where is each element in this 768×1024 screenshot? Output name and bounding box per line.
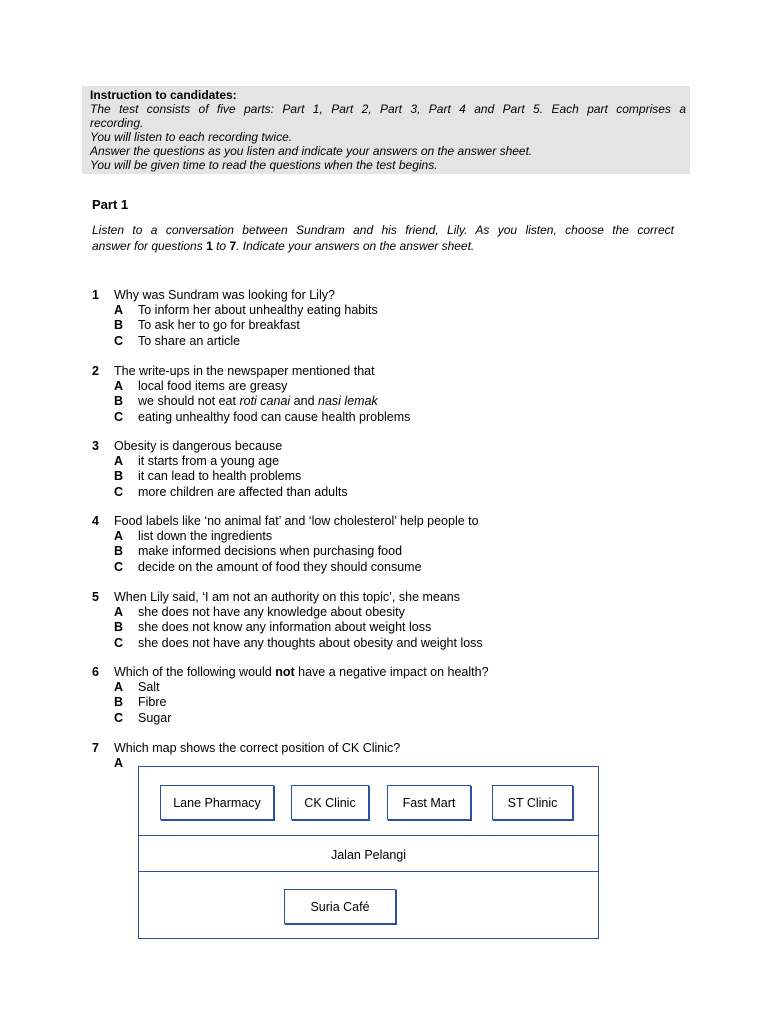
- instructions-line: The test consists of five parts: Part 1, Part 2, Part 3, Part 4 and Part 5. Each part comprises a: [90, 102, 686, 116]
- option-text: she does not know any information about weight loss: [138, 620, 432, 635]
- intro-text: answer for questions: [92, 239, 207, 253]
- question-5: [92, 590, 692, 651]
- option-b: [114, 469, 692, 484]
- intro-text: . Indicate your answers on the answer sheet.: [236, 239, 475, 253]
- stem-text: Which of the following would: [114, 665, 276, 679]
- instructions-line: Answer the questions as you listen and indicate your answers on the answer sheet.: [90, 144, 533, 158]
- question-stem: The write-ups in the newspaper mentioned that: [114, 364, 375, 378]
- question-stem: Why was Sundram was looking for Lily?: [114, 288, 335, 302]
- question-stem: When Lily said, ‘I am not an authority on this topic’, she means: [114, 590, 461, 604]
- option-letter: B: [114, 394, 124, 409]
- option-text: To share an article: [138, 333, 241, 348]
- option-letter: C: [114, 559, 124, 574]
- option-text: she does not have any thoughts about obesity and weight loss: [138, 635, 483, 650]
- option-letter: A: [114, 680, 124, 695]
- question-stem: Food labels like ‘no animal fat’ and ‘low cholesterol’ help people to: [114, 514, 479, 528]
- question-4: [92, 514, 692, 575]
- option-letter: B: [114, 620, 124, 635]
- option-c: [114, 711, 692, 726]
- option-text: make informed decisions when purchasing food: [138, 544, 403, 559]
- question-stem: Obesity is dangerous because: [114, 439, 283, 453]
- instructions-heading: Instruction to candidates:: [90, 88, 237, 102]
- option-a: [114, 454, 692, 469]
- part-intro-line: [92, 239, 474, 253]
- map-option-a: [138, 766, 599, 939]
- question-number: 3: [92, 439, 99, 453]
- shop-box: ST Clinic: [492, 785, 573, 820]
- option-letter: C: [114, 635, 124, 650]
- option-letter: C: [114, 333, 124, 348]
- option-text: To ask her to go for breakfast: [138, 318, 300, 333]
- option-letter: C: [114, 710, 124, 725]
- option-c: [114, 636, 692, 651]
- option-text: local food items are greasy: [138, 379, 288, 394]
- option-a: [114, 379, 692, 394]
- option-text-part: we should not eat: [138, 394, 240, 409]
- option-letter: A: [114, 756, 124, 771]
- option-text: more children are affected than adults: [138, 484, 348, 499]
- question-1: [92, 288, 692, 349]
- instructions-line: You will listen to each recording twice.: [90, 130, 293, 144]
- option-a: [114, 605, 692, 620]
- option-text: [138, 394, 378, 409]
- shop-box: CK Clinic: [291, 785, 369, 820]
- shop-box: Lane Pharmacy: [160, 785, 274, 820]
- intro-question-from: 1: [206, 239, 213, 253]
- option-a: [114, 303, 692, 318]
- option-text-italic: roti canai: [239, 394, 291, 409]
- option-letter: C: [114, 409, 124, 424]
- option-b: [114, 318, 692, 333]
- question-stem: Which map shows the correct position of CK Clinic?: [114, 741, 401, 755]
- option-letter: A: [114, 454, 124, 469]
- part-title: Part 1: [92, 197, 129, 212]
- question-number: 1: [92, 288, 99, 302]
- road-edge: [139, 871, 598, 872]
- part-intro-line: Listen to a conversation between Sundram and his friend, Lily. As you listen, choose the correct: [92, 223, 674, 237]
- intro-text: to: [212, 239, 230, 253]
- option-letter: A: [114, 605, 124, 620]
- question-number: 5: [92, 590, 99, 604]
- question-2: [92, 364, 692, 425]
- instructions-box: [82, 86, 690, 174]
- option-text: list down the ingredients: [138, 529, 273, 544]
- option-b: [114, 544, 692, 559]
- option-text: To inform her about unhealthy eating habits: [138, 303, 378, 318]
- option-text: it starts from a young age: [138, 454, 280, 469]
- question-6: [92, 665, 692, 726]
- option-text: Fibre: [138, 695, 167, 710]
- instructions-line: recording.: [90, 116, 144, 130]
- option-letter: B: [114, 318, 124, 333]
- stem-text: have a negative impact on health?: [294, 665, 489, 679]
- option-b: [114, 695, 692, 710]
- shop-box: Fast Mart: [387, 785, 471, 820]
- option-text-italic: nasi lemak: [318, 394, 378, 409]
- option-letter: B: [114, 544, 124, 559]
- option-letter: A: [114, 303, 124, 318]
- option-a: [114, 680, 692, 695]
- question-stem: [114, 665, 692, 680]
- option-letter: A: [114, 529, 124, 544]
- option-letter: A: [114, 379, 124, 394]
- option-letter: C: [114, 484, 124, 499]
- option-text: eating unhealthy food can cause health problems: [138, 409, 411, 424]
- intro-question-to: 7: [229, 239, 237, 253]
- option-b: [114, 620, 692, 635]
- option-c: [114, 410, 692, 425]
- option-text: Salt: [138, 680, 160, 695]
- question-number: 2: [92, 364, 99, 378]
- question-number: 7: [92, 741, 99, 755]
- instructions-line: You will be given time to read the questions when the test begins.: [90, 158, 438, 172]
- option-text-part: and: [290, 394, 319, 409]
- option-text: she does not have any knowledge about obesity: [138, 605, 405, 620]
- road-label: Jalan Pelangi: [330, 848, 407, 862]
- question-number: 6: [92, 665, 99, 679]
- option-text: it can lead to health problems: [138, 469, 302, 484]
- option-c: [114, 560, 692, 575]
- road-edge: [139, 835, 598, 836]
- shop-box: Suria Café: [284, 889, 396, 924]
- option-letter: B: [114, 469, 124, 484]
- option-letter: B: [114, 695, 124, 710]
- part-intro: [92, 222, 674, 254]
- option-text: decide on the amount of food they should consume: [138, 559, 422, 574]
- question-3: [92, 439, 692, 500]
- option-a: [114, 529, 692, 544]
- option-c: [114, 485, 692, 500]
- option-text: Sugar: [138, 710, 172, 725]
- option-c: [114, 334, 692, 349]
- option-b: [114, 394, 692, 409]
- stem-emphasis: not: [275, 665, 295, 679]
- question-number: 4: [92, 514, 99, 528]
